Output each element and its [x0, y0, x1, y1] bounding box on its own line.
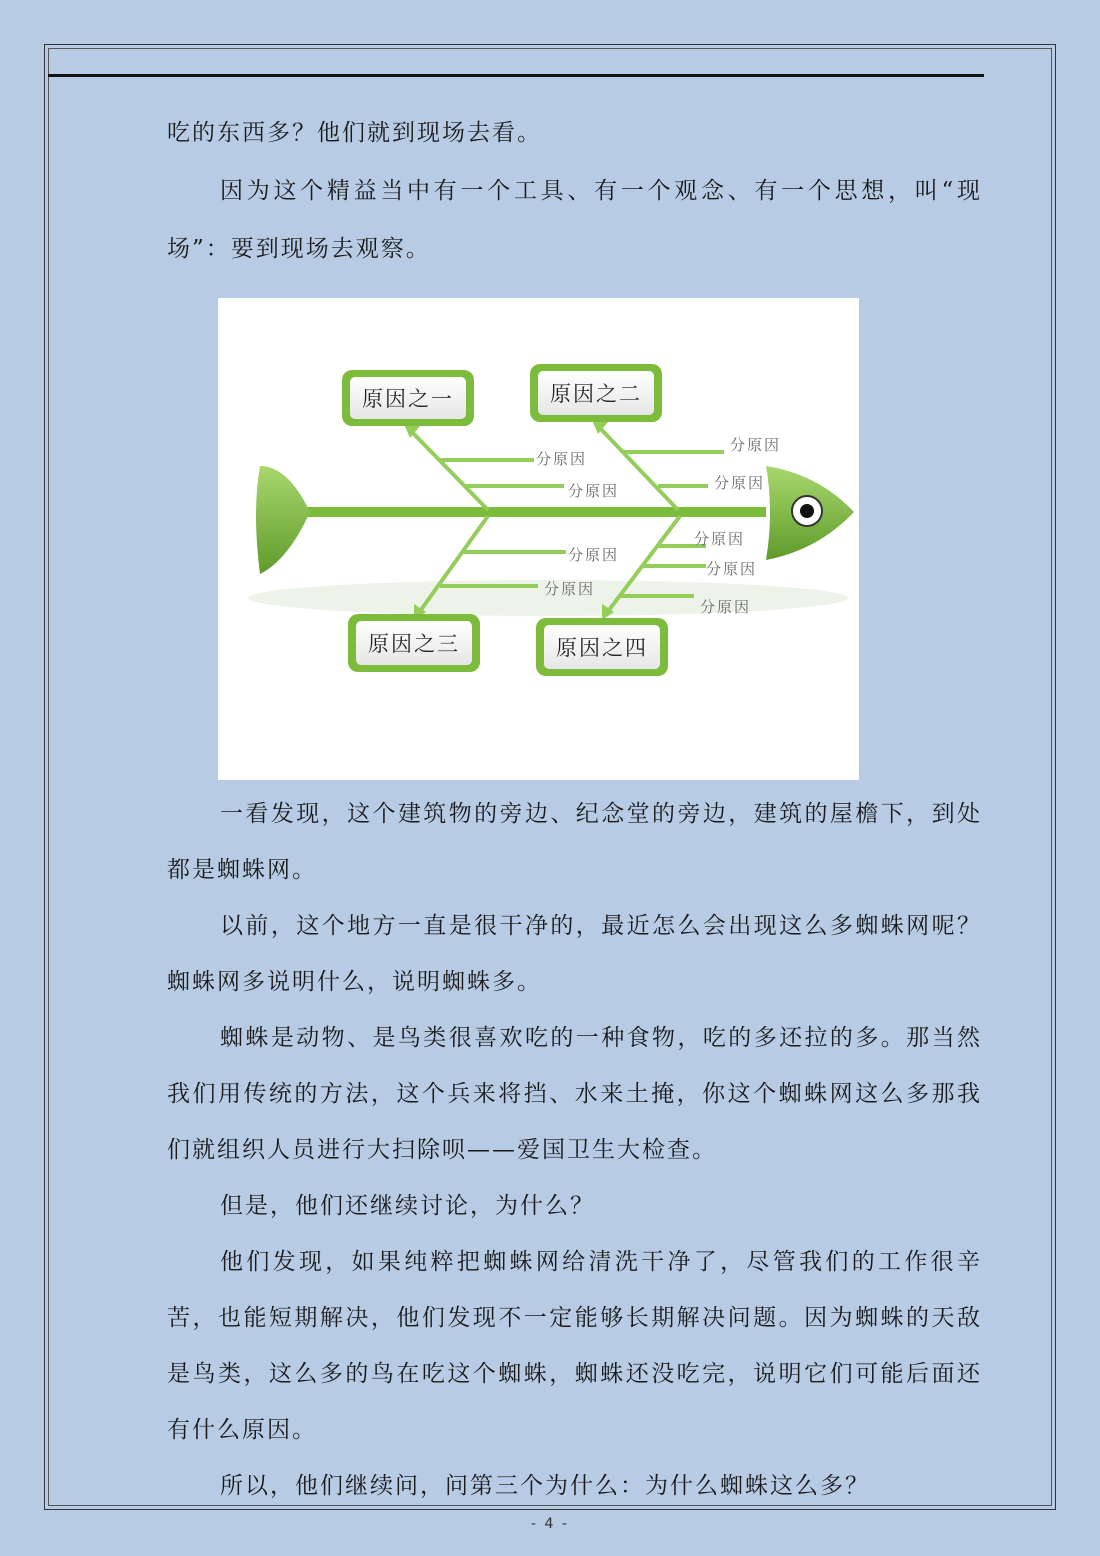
paragraph: 吃的东西多？他们就到现场去看。: [167, 120, 542, 146]
cause-box-4: [536, 618, 668, 676]
cause-box-2: [530, 364, 662, 422]
cause-box-label: 原因之一: [362, 387, 454, 411]
paragraph: 他们发现，如果纯粹把蜘蛛网给清洗干净了，尽管我们的工作很辛苦，也能短期解决，他们发现不一定能够长期解决问题。因为蜘蛛的天敌是鸟类，这么多的鸟在吃这个蜘蛛，蜘蛛还没吃完，说明它们可能后面还有什么原因。: [167, 1249, 982, 1443]
sub-cause-label: 分原因: [694, 530, 746, 548]
cause-box-label: 原因之二: [550, 382, 642, 406]
fish-tail: [256, 466, 310, 574]
cause-box-label: 原因之三: [368, 632, 460, 656]
sub-cause-label: 分原因: [544, 580, 596, 598]
cause-box-label: 原因之四: [556, 636, 648, 660]
sub-cause-label: 分原因: [536, 450, 588, 468]
header-rule: [48, 74, 984, 77]
paragraph: 蜘蛛是动物、是鸟类很喜欢吃的一种食物，吃的多还拉的多。那当然我们用传统的方法，这个兵来将挡、水来土掩，你这个蜘蛛网这么多那我们就组织人员进行大扫除呗——爱国卫生大检查。: [167, 1025, 982, 1163]
sub-cause-label: 分原因: [706, 560, 758, 578]
cause-box-1: [342, 370, 474, 426]
page-number: - 4 -: [531, 1516, 569, 1532]
sub-cause-label: 分原因: [568, 546, 620, 564]
sub-cause-label: 分原因: [730, 436, 782, 454]
sub-cause-label: 分原因: [700, 598, 752, 616]
fish-pupil: [800, 504, 814, 518]
paragraph: 以前，这个地方一直是很干净的，最近怎么会出现这么多蜘蛛网呢？蜘蛛网多说明什么，说明蜘蛛多。: [167, 913, 982, 995]
cause-box-3: [348, 614, 480, 672]
paragraph: 所以，他们继续问，问第三个为什么：为什么蜘蛛这么多？: [220, 1473, 870, 1499]
fishbone-diagram: [218, 298, 859, 780]
paragraph: 一看发现，这个建筑物的旁边、纪念堂的旁边，建筑的屋檐下，到处都是蜘蛛网。: [167, 801, 982, 883]
sub-cause-label: 分原因: [568, 482, 620, 500]
sub-cause-label: 分原因: [714, 474, 766, 492]
document-body: [167, 104, 982, 1514]
paragraph: 但是，他们还继续讨论，为什么？: [220, 1193, 595, 1219]
paragraph: 因为这个精益当中有一个工具、有一个观念、有一个思想，叫“现场”：要到现场去观察。: [167, 178, 982, 262]
